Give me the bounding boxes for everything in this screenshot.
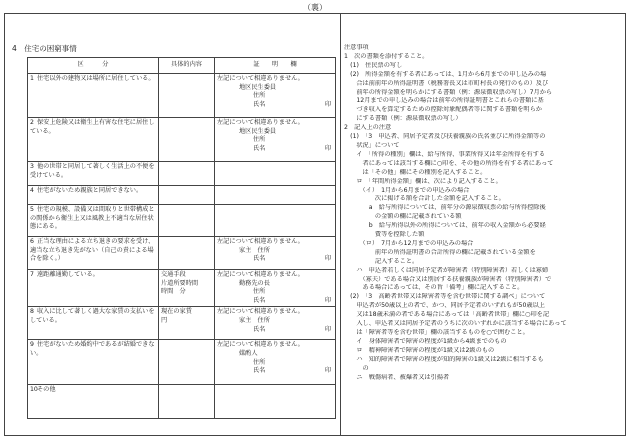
reason-cell: 3 他の世帯と同居して著しく生活上の不便を受けている。 (28, 162, 159, 186)
content-cell[interactable] (159, 186, 215, 205)
cert-cell[interactable] (215, 205, 336, 237)
reason-cell: 5 住宅の規模、設備又は間取りと世帯構成との関係から衛生上又は風教上不適当な居住状態にある。 (28, 205, 159, 237)
note-line: づき収入を算定するための控除対象配偶者等に関する書類を明らか (344, 106, 542, 114)
table-row (28, 237, 336, 270)
table-row (28, 162, 336, 186)
seal-mark: 印 (324, 325, 331, 333)
content-cell[interactable] (159, 74, 215, 118)
table-row (28, 118, 336, 162)
notes-section (344, 44, 622, 382)
reason-cell: 7 遠距離通勤している。 (28, 270, 159, 307)
note-line: 入し、申込者又は同居予定者のうちに次のいずれかに該当する場合にあって (344, 320, 567, 328)
note-line: 2 記入上の注意 (344, 124, 392, 132)
note-line: (1) 住民票の写し (344, 61, 403, 69)
note-line: (2) 所得金額を有する者にあっては、1月から6月までの申し込みの場 (344, 70, 547, 78)
reason-cell: 8 収入に比して著しく過大な家賃の支払いをしている。 (28, 307, 159, 340)
note-line: （寡夫）である場合又は別居する扶養親族が障害者（特別障害者）で (344, 275, 552, 283)
note-line: 合は前前年の所得証明書（税務署長又は市町村長の発行のもの）及び (344, 79, 549, 87)
housing-hardship-table (27, 57, 336, 419)
note-line: （ロ） 7月から12月までの申込みの場合 (344, 239, 474, 247)
note-line: 前年の所得金額を明らかにする書類（例：源泉徴収票の写し）7月から (344, 88, 553, 96)
note-line: 状況」について (344, 141, 400, 149)
reason-cell: 1 住宅以外の建物又は場所に居住している。 (28, 74, 159, 118)
content-cell[interactable] (159, 118, 215, 162)
table-row (28, 340, 336, 385)
seal-mark: 印 (324, 255, 331, 263)
page-label: （裏） (303, 3, 327, 12)
column-divider (340, 13, 341, 436)
header-category: 区 分 (28, 58, 159, 74)
content-cell[interactable] (159, 237, 215, 270)
note-line: イ 身体障害者で障害の程度が1級から4級までのもの (344, 337, 507, 345)
table-row (28, 74, 336, 118)
note-line: 費等を控除した額 (344, 231, 425, 239)
note-line: (2) 「3 高齢者世帯又は障害者等を含む世帯に関する調べ」について (344, 293, 546, 301)
note-line: 12月までの申し込みの場合は前年の所得証明書とこれらの書類に基 (344, 97, 544, 105)
note-line: にする書類（例：源泉徴収票の写し） (344, 115, 462, 123)
note-line: 次に掲げる額を合計した金額を記入すること。 (344, 195, 505, 203)
reason-cell: 2 保安上危険又は衛生上有害な住宅に居住している。 (28, 118, 159, 162)
note-line: 1 次の書類を添付すること。 (344, 52, 429, 60)
cert-cell[interactable]: 左記について相違ありません。 家主 住所 氏名 印 (215, 237, 336, 270)
note-line: ハ 申込者若しくは同居予定者が障害者（特別障害者）若しくは寡婦 (344, 266, 549, 274)
seal-mark: 印 (324, 296, 331, 304)
seal-mark: 印 (324, 144, 331, 152)
table-row (28, 186, 336, 205)
note-line: （イ） 1月から6月までの申込みの場合 (344, 186, 470, 194)
content-cell[interactable] (159, 385, 215, 419)
note-line: ある場合にあっては、その旨「備考」欄に記入すること。 (344, 284, 524, 292)
seal-mark: 印 (324, 100, 331, 108)
cert-cell[interactable]: 左記について相違ありません。 媒酌人 住所 氏名 印 (215, 340, 336, 385)
cert-cell[interactable]: 左記について相違ありません。 勤務先の長 住所 氏名 印 (215, 270, 336, 307)
reason-cell: 10その他 (28, 385, 159, 419)
note-line: ロ 「年間所得金額」欄は、次により記入すること。 (344, 177, 502, 185)
reason-cell: 9 住宅がないため婚約中であるが結婚できない。 (28, 340, 159, 385)
header-content: 具体的内容 (159, 58, 215, 74)
table-header-row (28, 58, 336, 74)
section-title: 4 住宅の困窮事情 (12, 44, 77, 53)
note-line: の金額の欄に記載されている額 (344, 213, 462, 221)
note-line: は「障害者等を含む世帯」欄の該当するものを○で囲むこと。 (344, 329, 529, 336)
content-cell[interactable] (159, 205, 215, 237)
cert-cell[interactable] (215, 186, 336, 205)
note-line: 前年の所得証明書の合計所得の欄に記載されている金額を (344, 248, 536, 256)
header-cert: 証 明 欄 (215, 58, 336, 74)
note-line: (1) 「3 申込者、同居予定者及び扶養親族の氏名並びに所得金額等の (344, 133, 546, 141)
cert-cell[interactable] (215, 162, 336, 186)
note-line: 又は18歳未満の者である場合にあっては「高齢者世帯」欄に○印を記 (344, 311, 550, 319)
table-row (28, 385, 336, 419)
note-line: の (344, 364, 369, 372)
note-line: b 給与所得以外の所得については、前年の収入金額から必要経 (344, 222, 546, 230)
content-cell[interactable] (159, 162, 215, 186)
note-line: ロ 精神障害者で障害の程度が1級又は2級のもの (344, 346, 495, 354)
cert-cell[interactable]: 左記について相違ありません。 地区民生委員 住所 氏名 印 (215, 74, 336, 118)
note-line: 者にあっては該当する欄に○印を、その他の所得を有する者にあって (344, 159, 554, 167)
reason-cell: 6 正当な理由による立ち退きの要求を受け、適当な立ち退き先がない（自己の責による場合を除く。） (28, 237, 159, 270)
content-cell[interactable]: 現在の家賃 円 (159, 307, 215, 340)
table-row (28, 307, 336, 340)
note-line: a 給与所得については、前年分の源泉徴収票の給与所得控除後 (344, 204, 546, 212)
content-cell[interactable]: 交通手段 片道所要時間 時間 分 (159, 270, 215, 307)
note-line: 注意事項 (344, 44, 369, 51)
note-line: ニ 戦傷病者、被爆者又は引揚者 (344, 373, 450, 381)
note-line: 記入すること。 (344, 257, 419, 265)
reason-cell: 4 住宅がないため親族と同居できない。 (28, 186, 159, 205)
cert-cell[interactable]: 左記について相違ありません。 地区民生委員 住所 氏名 印 (215, 118, 336, 162)
cert-cell[interactable]: 左記について相違ありません。 家主 住所 氏名 印 (215, 307, 336, 340)
table-row (28, 270, 336, 307)
note-line: イ 「所得の種別」欄は、給与所得、事業所得又は年金所得を有する (344, 150, 546, 158)
table-row (28, 205, 336, 237)
note-line: は「その他」欄にその種別を記入すること。 (344, 168, 487, 176)
seal-mark: 印 (324, 367, 331, 375)
note-line: ハ 知的障害者で障害の程度が知的障害の1級又は2級に相当するも (344, 355, 544, 363)
cert-cell[interactable] (215, 385, 336, 419)
content-cell[interactable] (159, 340, 215, 385)
note-line: 申込者が50歳以上の者で、かつ、同居予定者のいずれもが50歳以上 (344, 302, 545, 310)
